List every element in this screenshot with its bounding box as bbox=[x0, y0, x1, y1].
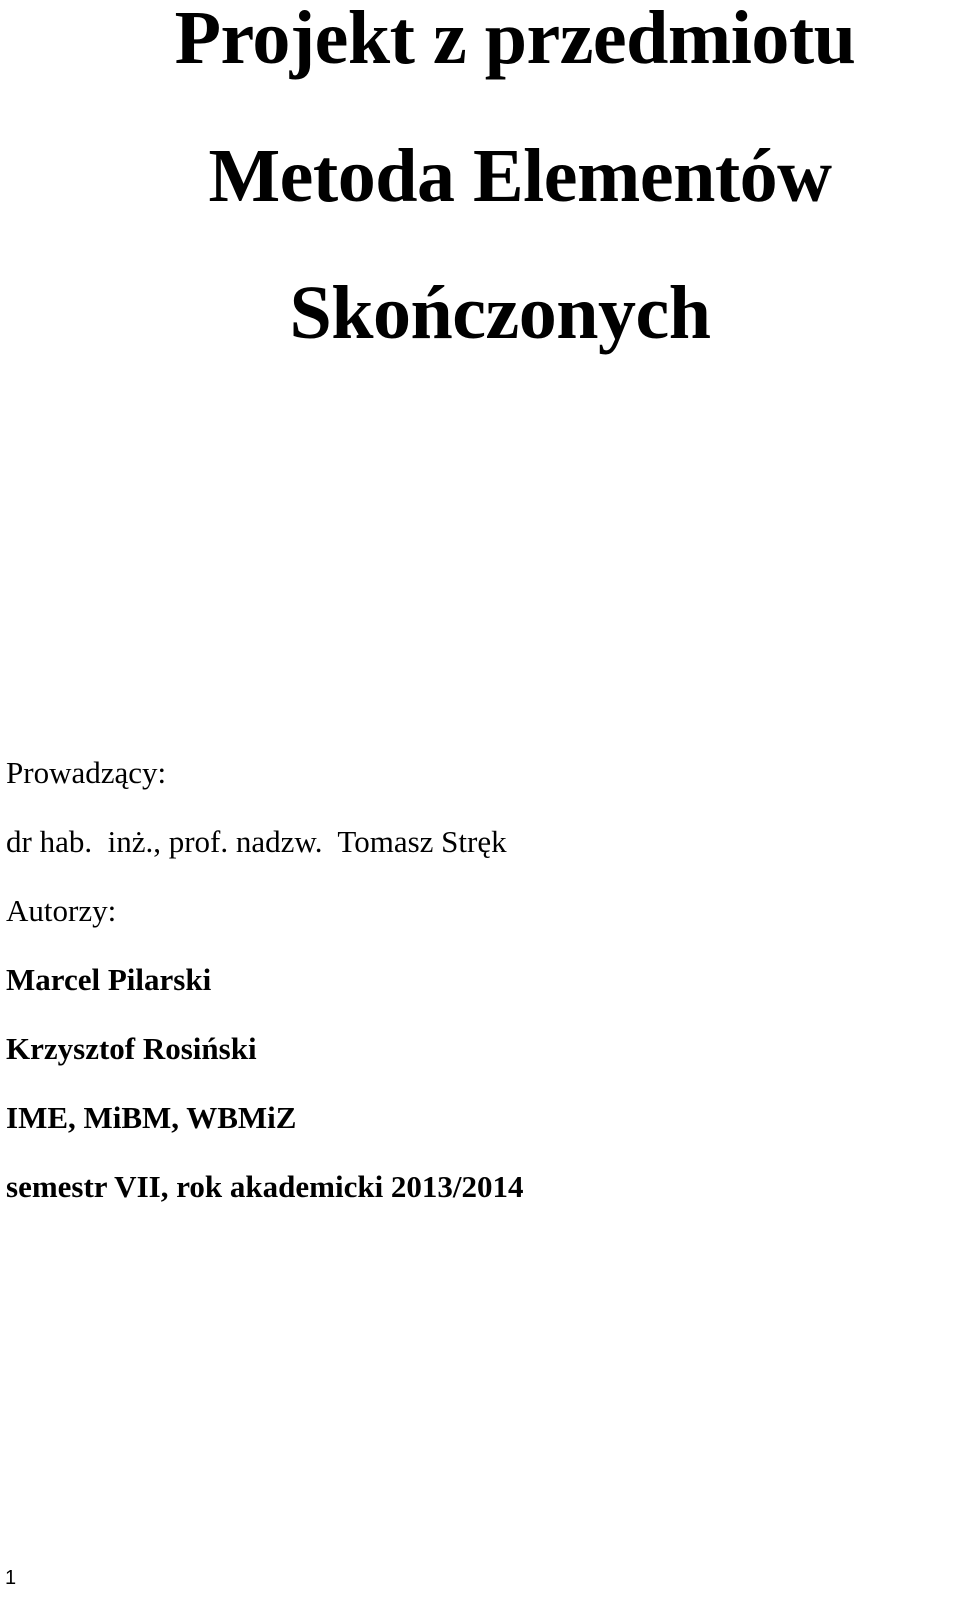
affiliation: IME, MiBM, WBMiZ bbox=[6, 1100, 297, 1135]
supervisor-label: Prowadzący: bbox=[6, 755, 167, 790]
author-name-2: Krzysztof Rosiński bbox=[6, 1031, 257, 1066]
page-number: 1 bbox=[5, 1567, 17, 1589]
author-name-1: Marcel Pilarski bbox=[6, 962, 212, 997]
supervisor-name: dr hab. inż., prof. nadzw. Tomasz Stręk bbox=[6, 824, 507, 859]
semester-info: semestr VII, rok akademicki 2013/2014 bbox=[6, 1169, 524, 1204]
title-line-3: Skończonych bbox=[289, 271, 711, 355]
title-line-2: Metoda Elementów bbox=[208, 134, 832, 218]
authors-label: Autorzy: bbox=[6, 893, 117, 928]
title-line-1: Projekt z przedmiotu bbox=[174, 0, 856, 80]
